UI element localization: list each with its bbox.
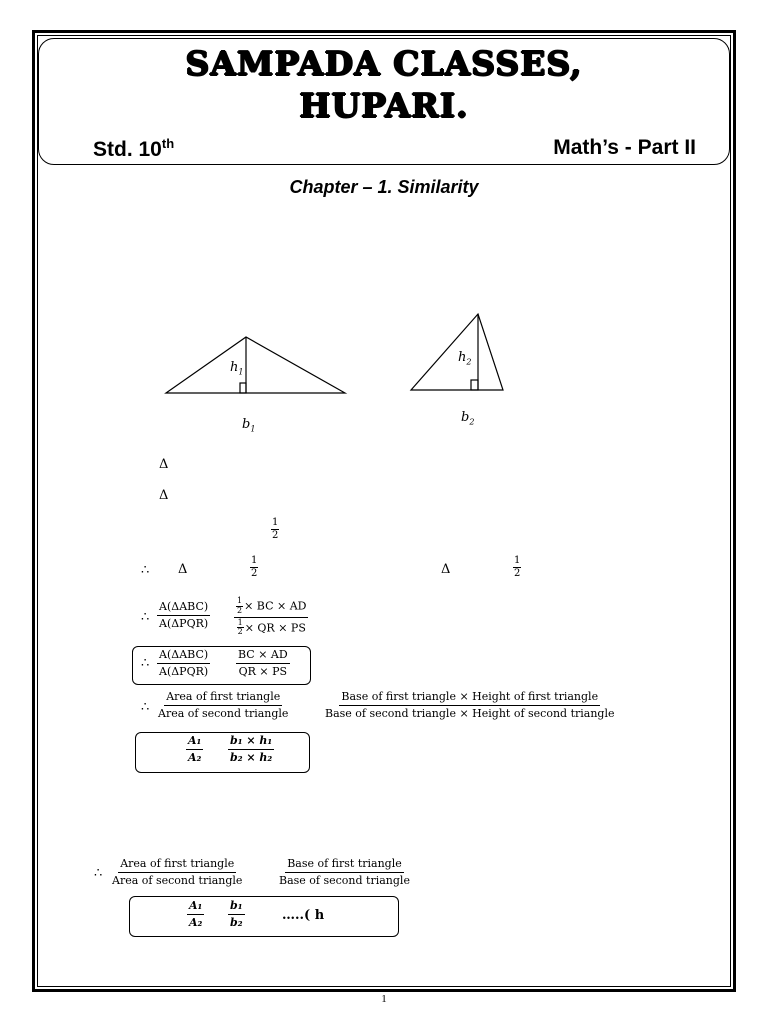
chapter-title: Chapter – 1. Similarity (289, 177, 479, 197)
triangle-2 (411, 314, 503, 390)
eq6-lhs-fraction: $\frac{\text{A₁}}{\text{A₂}}$ (189, 899, 203, 929)
eq2-lhs-fraction: A(ΔABC) A(ΔPQR) (159, 648, 209, 678)
therefore-symbol-4: ∴ (141, 700, 150, 715)
eq5-rhs-fraction: Base of first triangle Base of second triangle (279, 857, 410, 887)
base-label-1: $b_1$ (242, 417, 256, 434)
delta-symbol-1: Δ (159, 457, 169, 472)
eq3-lhs-fraction: Area of first triangle Area of second triangle (158, 690, 289, 720)
standard-label: Std. 10th (93, 136, 175, 161)
school-name-line1: SAMPADA CLASSES, (185, 44, 583, 83)
base-label-2: $b_2$ (461, 410, 475, 427)
eq6-note: …..( h (282, 908, 325, 923)
standard-sup: th (161, 136, 175, 151)
eq6-rhs-fraction: $\frac{\text{b₁}}{\text{b₂}}$ (230, 899, 243, 929)
eq4-rhs-fraction: $\frac{\text{b₁ × h₁}}{\text{b₂ × h₂}}$ (230, 734, 273, 764)
therefore-symbol-3: ∴ (141, 656, 150, 671)
eq5-lhs-fraction: Area of first triangle Area of second triangle (112, 857, 243, 887)
eq1-lhs-fraction: A(ΔABC) A(ΔPQR) (159, 600, 209, 630)
delta-symbol-2: Δ (159, 488, 169, 503)
eq2-rhs-fraction: $\frac{BC \times AD}{QR \times PS}$ (238, 648, 288, 678)
subject-label: Math’s - Part II (553, 136, 696, 159)
therefore-symbol-2: ∴ (141, 610, 150, 625)
school-name-line2: HUPARI. (299, 86, 469, 125)
eq6-box (129, 896, 399, 937)
delta-symbol-4: Δ (441, 562, 451, 577)
half-fraction-1: 1 2 (272, 517, 279, 541)
half-fraction-3: 1 2 (514, 555, 521, 579)
eq3-rhs-fraction: Base of first triangle × Height of first triangle Base of second triangle × Height of second triangle (325, 690, 615, 720)
eq4-lhs-fraction: $\frac{\text{A₁}}{\text{A₂}}$ (188, 734, 202, 764)
height-label-1: $h_1$ (230, 360, 244, 377)
triangle-1 (166, 337, 345, 393)
eq4-box (135, 732, 310, 773)
half-fraction-2: 1 2 (251, 555, 258, 579)
therefore-symbol-1: ∴ (141, 563, 150, 578)
height-label-2: $h_2$ (458, 350, 472, 367)
therefore-symbol-5: ∴ (94, 866, 103, 881)
delta-symbol-3: Δ (178, 562, 188, 577)
page-number: 1 (381, 993, 387, 1005)
eq1-rhs-fraction: $\frac{1}{2}$ × BC × AD $\frac{1}{2}$ × QR × PS (234, 597, 308, 637)
